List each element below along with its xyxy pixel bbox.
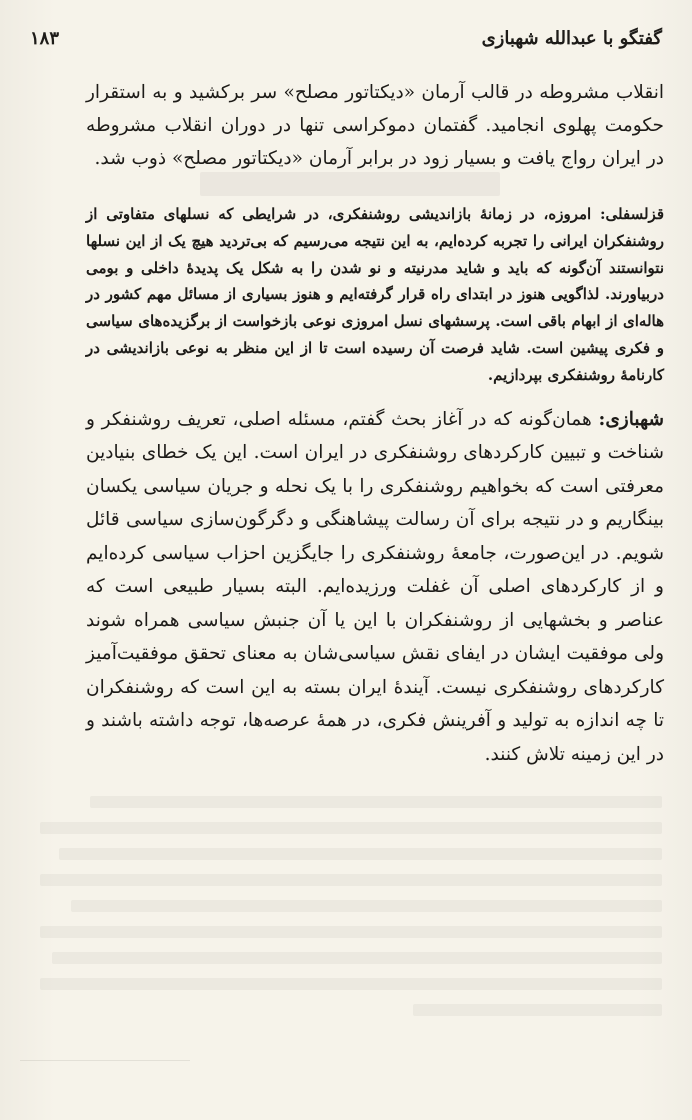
- question-paragraph: [86, 201, 664, 389]
- show-through-footnote-rule: [20, 1060, 190, 1061]
- intro-paragraph: انقلاب مشروطه در قالب آرمان «دیکتاتور مصلح» سر برکشید و به استقرار حکومت پهلوی انجامید. گفتمان دموکراسی تنها در دوران انقلاب مشروطه در ایران رواج یافت و بسیار زود در برابر آرمان «دیکتاتور مصلح» ذوب شد.: [86, 82, 664, 169]
- question-speaker: قزلسفلی:: [600, 205, 664, 223]
- answer-text: همان‌گونه که در آغاز بحث گفتم، مسئله اصلی، تعریف روشنفکر و شناخت و تبیین کارکردهای روشنفکری در ایران است. این یک خطای بنیادین معرفتی است که بخواهیم روشنفکری را با یک نحله و جریان سیاسی یکسان بینگاریم و در نتیجه برای آن رسالت پیشاهنگی و دگرگون‌سازی سیاسی قائل شویم. در این‌صورت، جامعهٔ روشنفکری را جایگزین احزاب سیاسی کرده‌ایم و از کارکردهای اصلی آن غفلت ورزیده‌ایم. البته بسیار طبیعی است که عناصر و بخشهایی از روشنفکران با این یا آن جنبش سیاسی همراه شوند ولی موفقیت ایشان در ایفای نقش سیاسی‌شان به معنای تحقق موفقیت‌آمیز کارکردهای روشنفکری نیست. آیندهٔ ایران بسته به این است که روشنفکران تا چه اندازه به تولید و آفرینش فکری، در همهٔ عرصه‌ها، توجه داشته باشند و در این زمینه تلاش کنند.: [86, 408, 664, 765]
- running-title: گفتگو با عبدالله شهبازی: [481, 28, 662, 49]
- page-number: ۱۸۳: [30, 28, 60, 49]
- answer-speaker: شهبازی:: [598, 408, 664, 430]
- page-body: [86, 76, 664, 771]
- page-header: [30, 28, 662, 62]
- answer-paragraph: [86, 403, 664, 772]
- show-through-text: [40, 782, 662, 1030]
- question-text: امروزه، در زمانهٔ بازاندیشی روشنفکری، در شرایطی که نسلهای متفاوتی از روشنفکران ایرانی را تجربه کرده‌ایم، به این نتیجه می‌رسیم که بی‌تردید هیچ یک از این نسلها نتوانستند آن‌گونه که باید و شاید مدرنیته و نو شدن را به شکل یک پدیدهٔ داخلی و بومی دربیاورند. لذاگویی هنوز در ابتدای راه قرار گرفته‌ایم و هنوز بسیاری از مسائل مهم کشور در هاله‌ای از ابهام باقی است. پرسشهای نسل امروزی نوعی بازخواست از برگزیده‌های سیاسی و فکری پیشین است. شاید فرصت آن رسیده است تا از این منظر به نوعی بازاندیشی در کارنامهٔ روشنفکری بپردازیم.: [86, 205, 664, 384]
